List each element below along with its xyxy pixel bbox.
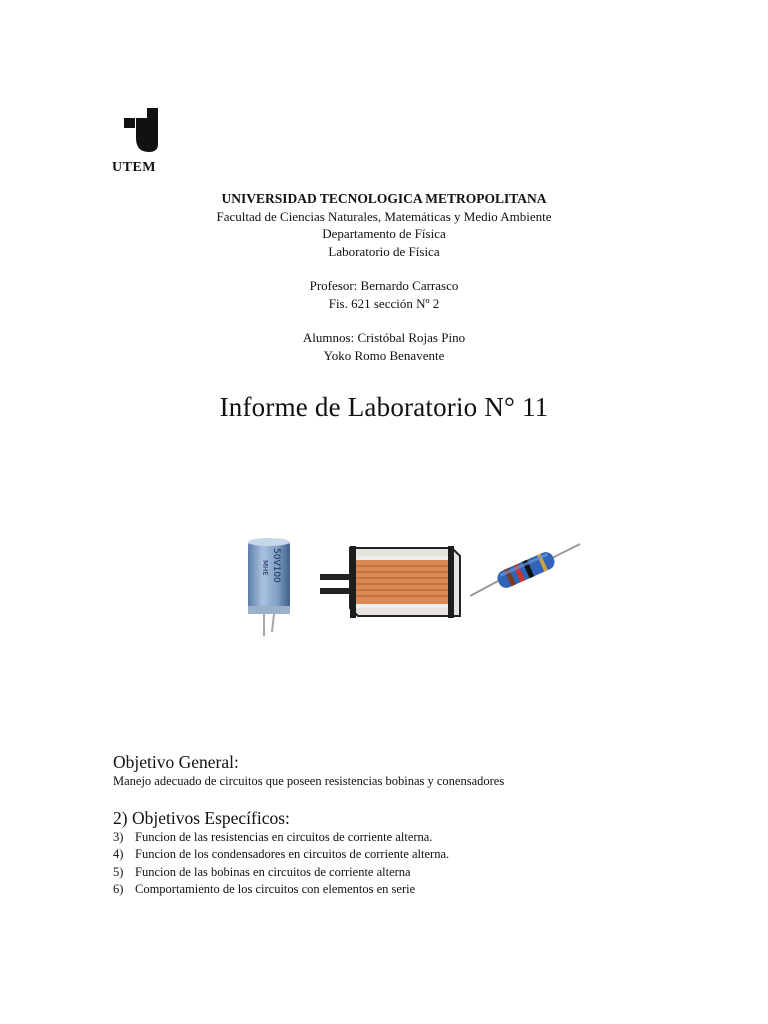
- professor-line: Profesor: Bernardo Carrasco: [309, 278, 459, 293]
- list-item-number: 5): [113, 864, 124, 879]
- utem-logo: [112, 108, 174, 178]
- resistor-image: [470, 540, 582, 600]
- coil-image: [320, 542, 462, 624]
- list-item-text: Comportamiento de los circuitos con elementos en serie: [135, 881, 416, 896]
- faculty-name: Facultad de Ciencias Naturales, Matemáticas y Medio Ambiente: [216, 208, 552, 224]
- specific-objectives-list: [113, 829, 449, 898]
- component-images: [240, 530, 585, 642]
- students-line-2: Yoko Romo Benavente: [323, 347, 445, 363]
- capacitor-brand: MHE: [261, 560, 269, 576]
- list-item: [113, 881, 449, 898]
- list-item: [113, 864, 449, 881]
- capacitor-image: [244, 536, 296, 640]
- general-objective-text: Manejo adecuado de circuitos que poseen resistencias bobinas y conensadores: [113, 774, 505, 788]
- utem-logo-icon: [122, 108, 172, 158]
- university-name: UNIVERSIDAD TECNOLOGICA METROPOLITANA: [221, 191, 547, 206]
- logo-text: UTEM: [112, 160, 156, 175]
- specific-objectives-heading: 2) Objetivos Específicos:: [113, 808, 290, 828]
- document-header: [0, 190, 768, 364]
- department-name: Departamento de Física: [322, 226, 446, 241]
- capacitor-marking: 50V100: [271, 548, 281, 583]
- general-objective-section: [113, 752, 504, 790]
- list-item-number: 3): [113, 830, 124, 844]
- list-item: [113, 829, 449, 846]
- report-title: Informe de Laboratorio N° 11: [219, 392, 549, 422]
- list-item-text: Funcion de las resistencias en circuitos de corriente alterna.: [135, 830, 433, 844]
- list-item-number: 6): [113, 881, 124, 896]
- students-line-1: Alumnos: Cristóbal Rojas Pino: [302, 330, 466, 345]
- lab-name: Laboratorio de Física: [328, 243, 440, 259]
- list-item-number: 4): [113, 847, 124, 862]
- list-item-text: Funcion de los condensadores en circuitos de corriente alterna.: [135, 847, 450, 862]
- specific-objectives-section: [113, 808, 449, 898]
- list-item: [113, 846, 449, 863]
- list-item-text: Funcion de las bobinas en circuitos de corriente alterna: [135, 864, 411, 879]
- general-objective-heading: Objetivo General:: [113, 752, 239, 772]
- course-line: Fis. 621 sección Nº 2: [328, 295, 440, 311]
